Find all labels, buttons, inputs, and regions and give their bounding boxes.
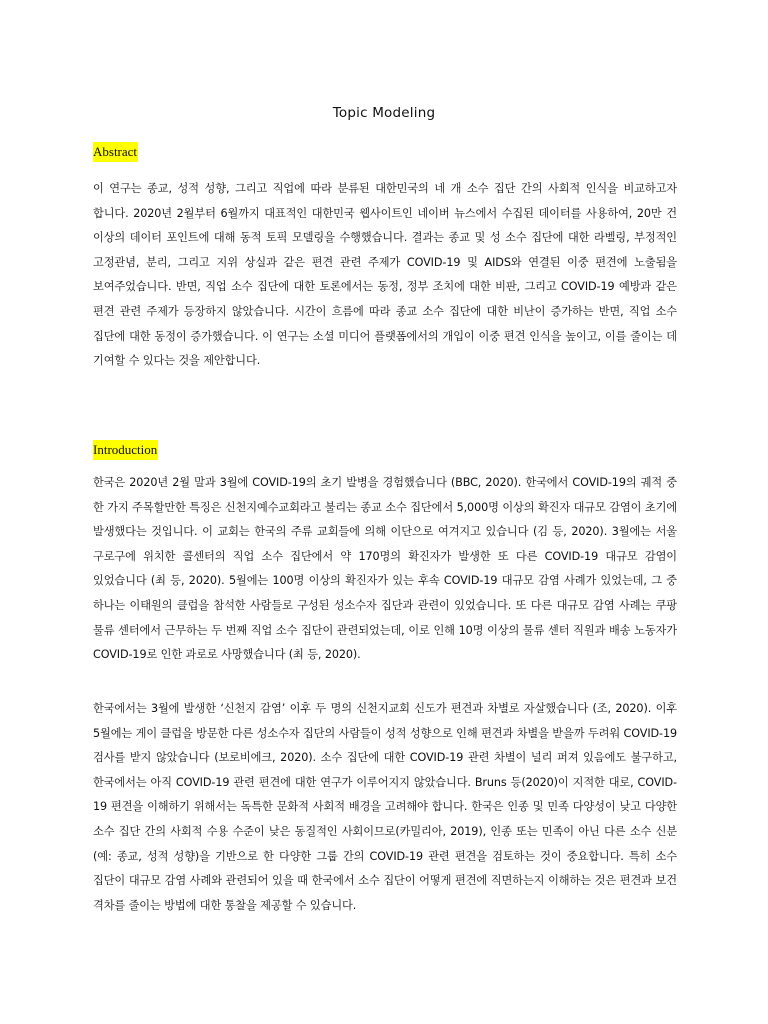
abstract-heading bbox=[93, 143, 139, 162]
introduction-heading bbox=[93, 441, 159, 460]
document-title: Topic Modeling bbox=[332, 105, 436, 121]
abstract-paragraph: 이 연구는 종교, 성적 성향, 그리고 직업에 따라 분류된 대한민국의 네 개 소수 집단 간의 사회적 인식을 비교하고자 합니다. 2020년 2월부터 6월까지 대표적인 대한민국 웹사이트인 네이버 뉴스에서 수집된 데이터를 사용하여, 20만 건 이상의 데이터 포인트에 대해 동적 토픽 모델링을 수행했습니다. 결과는 종교 및 성 소수 집단에 대한 라벨링, 부정적인 고정관념, 분리, 그리고 지위 상실과 같은 편견 관련 주제가 COVID-19 및 AIDS와 연결된 이중 편견에 노출됨을 보여주었습니다. 반면, 직업 소수 집단에 대한 토론에서는 동정, 정부 조치에 대한 비판, 그리고 COVID-19 예방과 같은 편견 관련 주제가 등장하지 않았습니다. 시간이 흐름에 따라 종교 소수 집단에 대한 비난이 증가하는 반면, 직업 소수 집단에 대한 동정이 증가했습니다. 이 연구는 소셜 미디어 플랫폼에서의 개입이 이중 편견 인식을 높이고, 이를 줄이는 데 기여할 수 있다는 것을 제안합니다. bbox=[93, 182, 677, 368]
introduction-paragraph-2: 한국에서는 3월에 발생한 ‘신천지 감염’ 이후 두 명의 신천지교회 신도가 편견과 차별로 자살했습니다 (조, 2020). 이후 5월에는 게이 클럽을 방문한 다른 성소수자 집단의 사람들이 성적 성향으로 인해 편견과 차별을 받을까 두려워 COVID-19 검사를 받지 않았습니다 (보로비에크, 2020). 소수 집단에 대한 COVID-19 관련 차별이 널리 퍼져 있음에도 불구하고, 한국에서는 아직 COVID-19 관련 편견에 대한 연구가 이루어지지 않았습니다. Bruns 등(2020)이 지적한 대로, COVID-19 편견을 이해하기 위해서는 독특한 문화적 사회적 배경을 고려해야 합니다. 한국은 인종 및 민족 다양성이 낮고 다양한 소수 집단 간의 사회적 수용 수준이 낮은 동질적인 사회이므로(카밀리아, 2019), 인종 또는 민족이 아닌 다른 소수 신분(예: 종교, 성적 성향)을 기반으로 한 다양한 그룹 간의 COVID-19 관련 편견을 검토하는 것이 중요합니다. 특히 소수 집단이 대규모 감염 사례와 관련되어 있을 때 한국에서 소수 집단이 어떻게 편견에 직면하는지 이해하는 것은 편견과 보건 격차를 줄이는 방법에 대한 통찰을 제공할 수 있습니다. bbox=[93, 702, 677, 912]
introduction-heading-highlight: Introduction bbox=[93, 440, 158, 460]
abstract-heading-highlight: Abstract bbox=[93, 142, 138, 162]
introduction-paragraph-1: 한국은 2020년 2월 말과 3월에 COVID-19의 초기 발병을 경험했습니다 (BBC, 2020). 한국에서 COVID-19의 궤적 중 한 가지 주목할만한 특징은 신천지예수교회라고 불리는 종교 소수 집단에서 5,000명 이상의 확진자 대규모 감염이 초기에 발생했다는 것입니다. 이 교회는 한국의 주류 교회들에 의해 이단으로 여겨지고 있습니다 (김 등, 2020). 3월에는 서울 구로구에 위치한 콜센터의 직업 소수 집단에서 약 170명의 확진자가 발생한 또 다른 COVID-19 대규모 감염이 있었습니다 (최 등, 2020). 5월에는 100명 이상의 확진자가 있는 후속 COVID-19 대규모 감염 사례가 있었는데, 그 중 하나는 이태원의 클럽을 참석한 사람들로 구성된 성소수자 집단과 관련이 있었습니다. 또 다른 대규모 감염 사례는 쿠팡 물류 센터에서 근무하는 두 번째 직업 소수 집단이 관련되었는데, 이로 인해 10명 이상의 물류 센터 직원과 배송 노동자가 COVID-19로 인한 과로로 사망했습니다 (최 등, 2020). bbox=[93, 476, 677, 662]
